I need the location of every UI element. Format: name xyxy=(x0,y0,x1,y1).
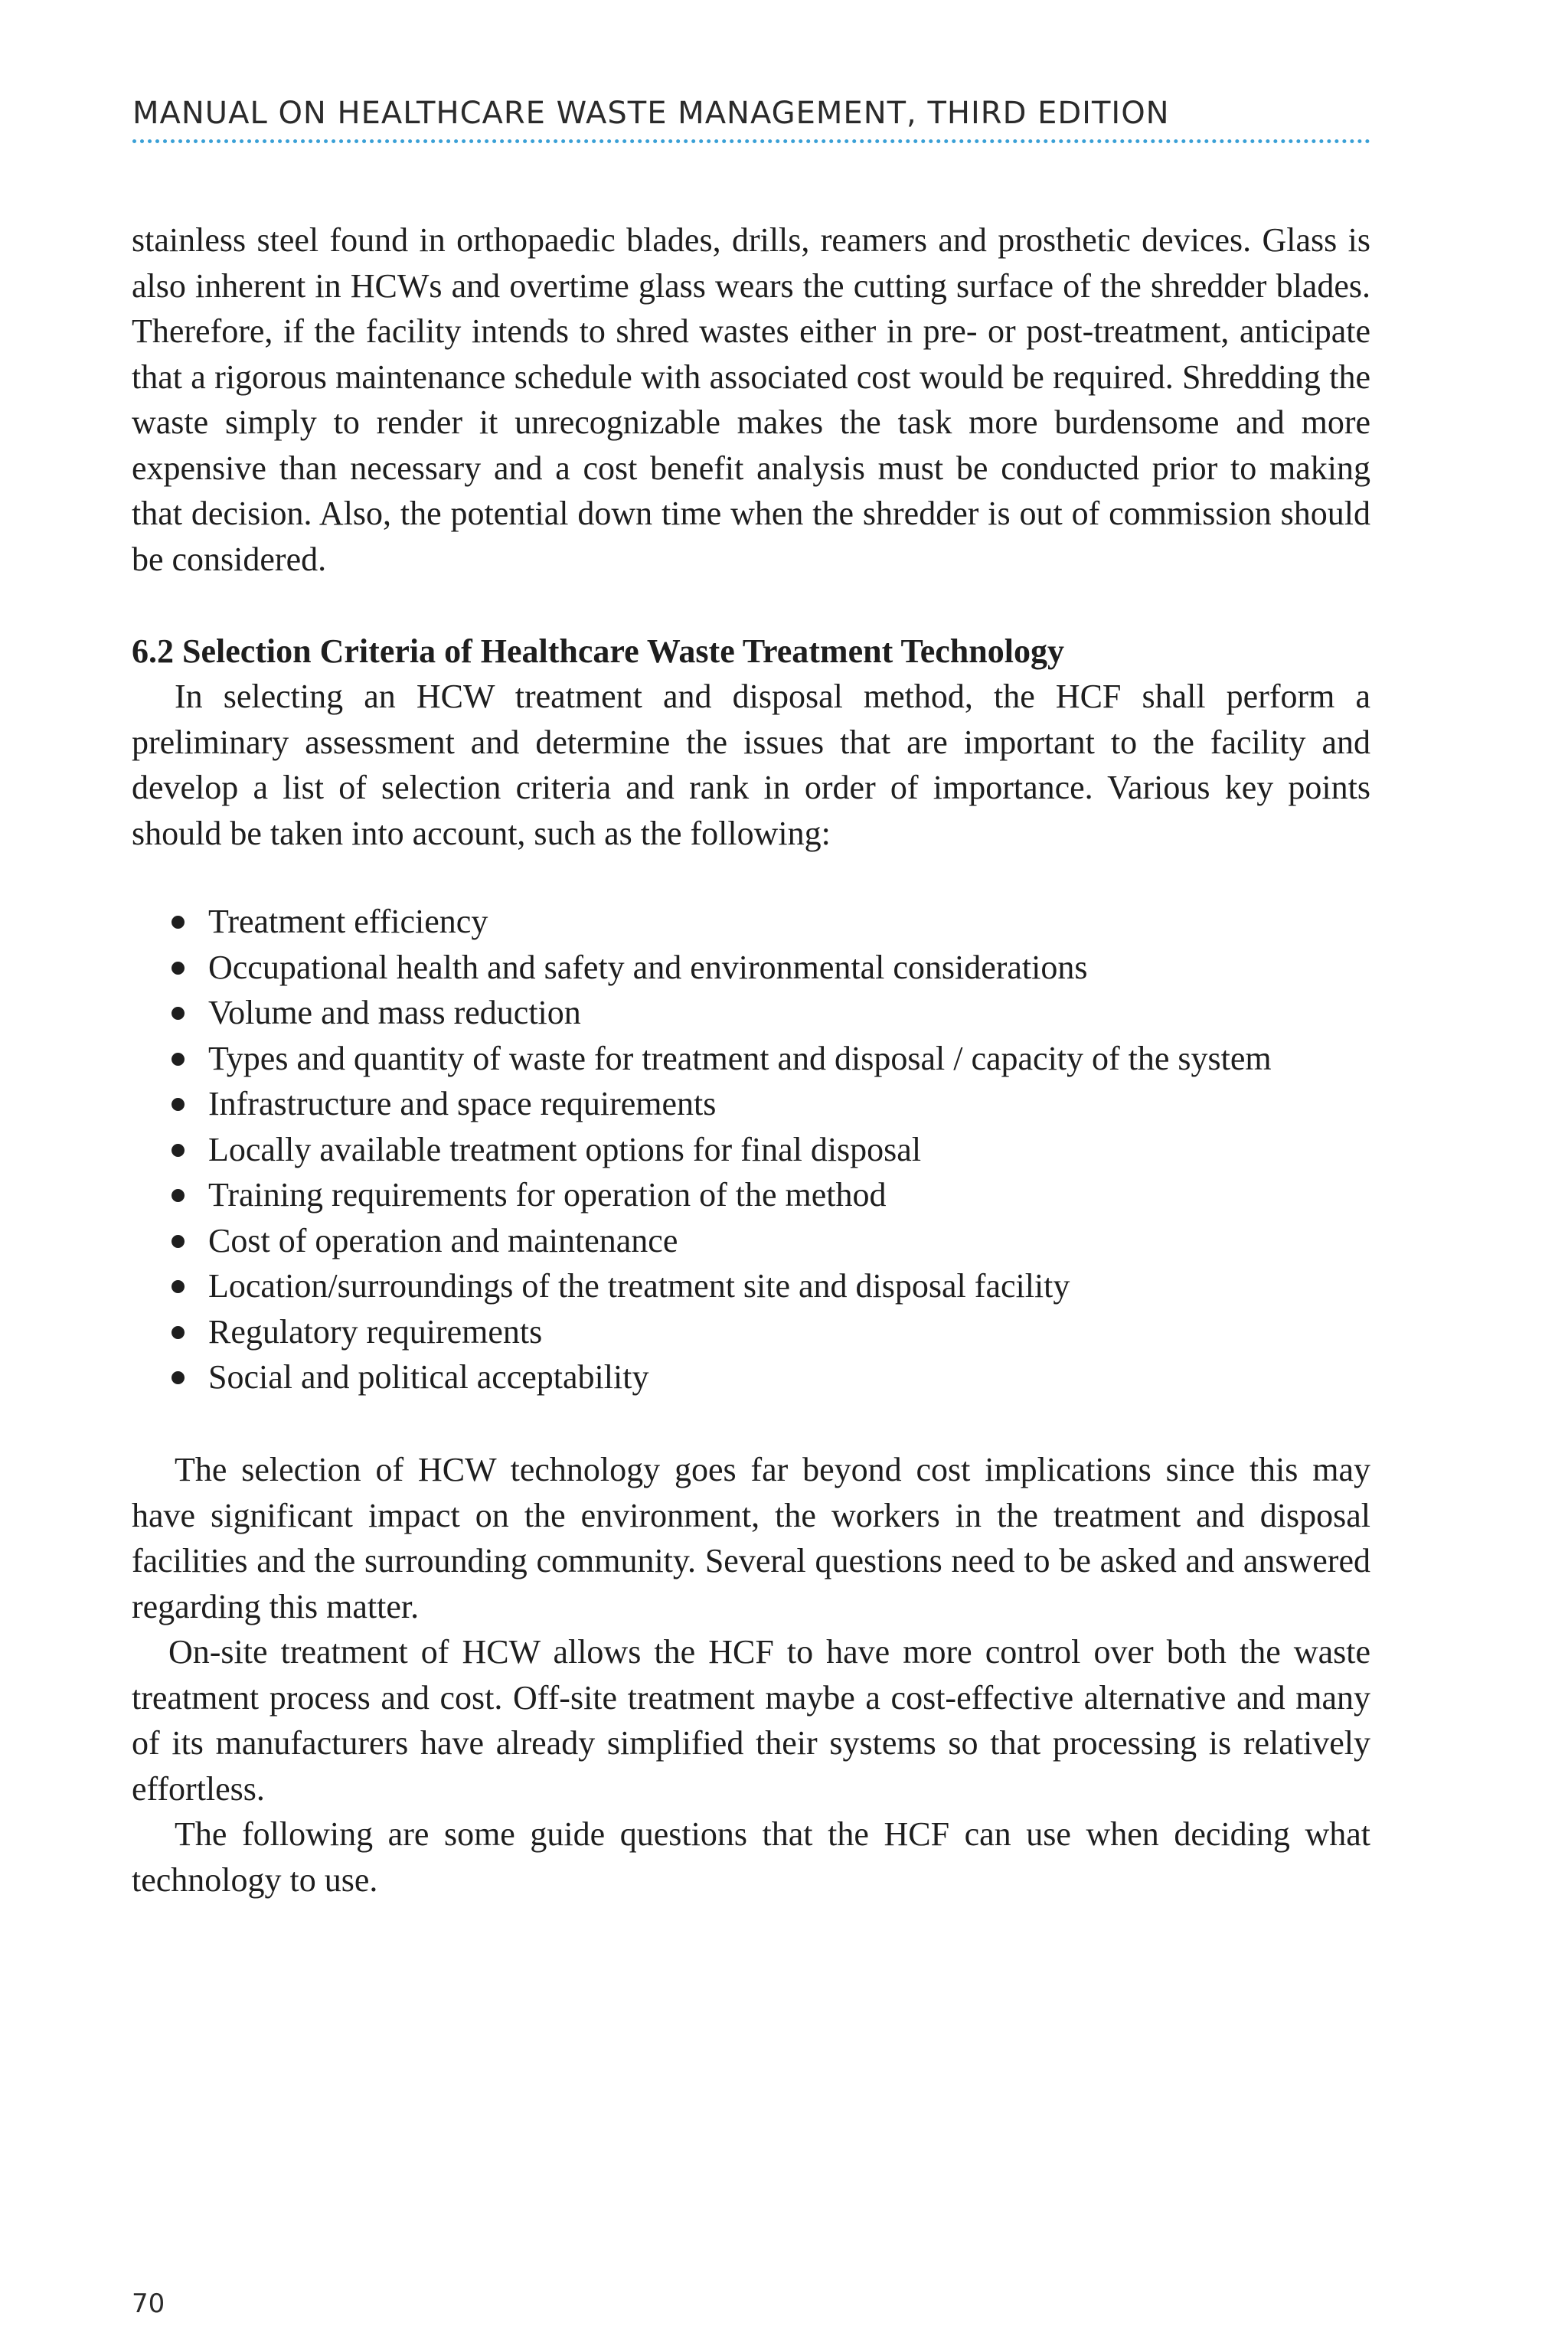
list-item xyxy=(170,990,1272,1036)
bullet-dot-icon xyxy=(172,1098,185,1111)
bullet-dot-icon xyxy=(172,916,185,929)
bullet-dot-icon xyxy=(172,1235,185,1248)
list-item xyxy=(170,1218,1272,1264)
paragraph-shredder-maintenance: stainless steel found in orthopaedic blades, drills, reamers and prosthetic devices. Glass is also inherent in HCWs and overtime glass wears the cutting surface of the shredder blades. Therefore, if the facility intends to shred wastes either in pre- or post-treatment, anticipate that a rigorous maintenance schedule with associated cost would be required. Shredding the waste simply to render it unrecognizable makes the task more burdensome and more expensive than necessary and a cost benefit analysis must be conducted prior to making that decision. Also, the potential down time when the shredder is out of commission should be considered. xyxy=(132,221,1370,578)
bullet-dot-icon xyxy=(172,1280,185,1293)
list-item-text: Locally available treatment options for final disposal xyxy=(208,1130,922,1168)
list-item xyxy=(170,1081,1272,1127)
bullet-dot-icon xyxy=(172,1189,185,1202)
bullet-dot-icon xyxy=(172,1326,185,1339)
list-item xyxy=(170,1036,1272,1082)
list-item-text: Training requirements for operation of the method xyxy=(208,1176,887,1214)
list-item xyxy=(170,1127,1272,1173)
section-heading: 6.2 Selection Criteria of Healthcare Waste Treatment Technology xyxy=(132,632,1064,670)
bullet-dot-icon xyxy=(172,1144,185,1157)
list-item xyxy=(170,1263,1272,1309)
list-item-text: Treatment efficiency xyxy=(208,903,488,940)
header-dotted-rule xyxy=(132,139,1370,143)
list-item-text: Types and quantity of waste for treatment and disposal / capacity of the system xyxy=(208,1039,1272,1077)
list-item-text: Occupational health and safety and environmental considerations xyxy=(208,948,1088,986)
paragraph-selection-impact: The selection of HCW technology goes far beyond cost implications since this may have significant impact on the environment, the workers in the treatment and disposal facilities and the surrounding community. Several questions need to be asked and answered regarding this matter. xyxy=(132,1451,1370,1625)
list-item-text: Location/surroundings of the treatment site and disposal facility xyxy=(208,1267,1070,1305)
list-item xyxy=(170,1172,1272,1218)
running-header-title: MANUAL ON HEALTHCARE WASTE MANAGEMENT, THIRD EDITION xyxy=(132,96,1170,131)
page-number: 70 xyxy=(132,2288,165,2319)
list-item-text: Cost of operation and maintenance xyxy=(208,1221,678,1259)
bullet-dot-icon xyxy=(172,1053,185,1066)
list-item xyxy=(170,1309,1272,1355)
criteria-list xyxy=(170,899,1272,1400)
list-item-text: Volume and mass reduction xyxy=(208,994,581,1031)
list-item xyxy=(170,1354,1272,1400)
bullet-dot-icon xyxy=(172,962,185,975)
list-item-text: Infrastructure and space requirements xyxy=(208,1085,717,1122)
bullet-dot-icon xyxy=(172,1371,185,1384)
bullet-dot-icon xyxy=(172,1007,185,1020)
list-item-text: Regulatory requirements xyxy=(208,1312,543,1351)
list-item-text: Social and political acceptability xyxy=(208,1358,649,1396)
list-item xyxy=(170,899,1272,945)
list-item xyxy=(170,945,1272,991)
paragraph-selection-intro: In selecting an HCW treatment and disposal method, the HCF shall perform a preliminary assessment and determine the issues that are important to the facility and develop a list of selection criteria and rank in order of importance. Various key points should be taken into account, such as the following: xyxy=(132,678,1370,852)
paragraph-onsite-treatment: On-site treatment of HCW allows the HCF to have more control over both the waste treatment process and cost. Off-site treatment maybe a cost-effective alternative and many of its manufacturers have already simplified their systems so that processing is relatively effortless. xyxy=(132,1633,1370,1808)
paragraph-guide-questions: The following are some guide questions that the HCF can use when deciding what technology to use. xyxy=(132,1815,1370,1899)
